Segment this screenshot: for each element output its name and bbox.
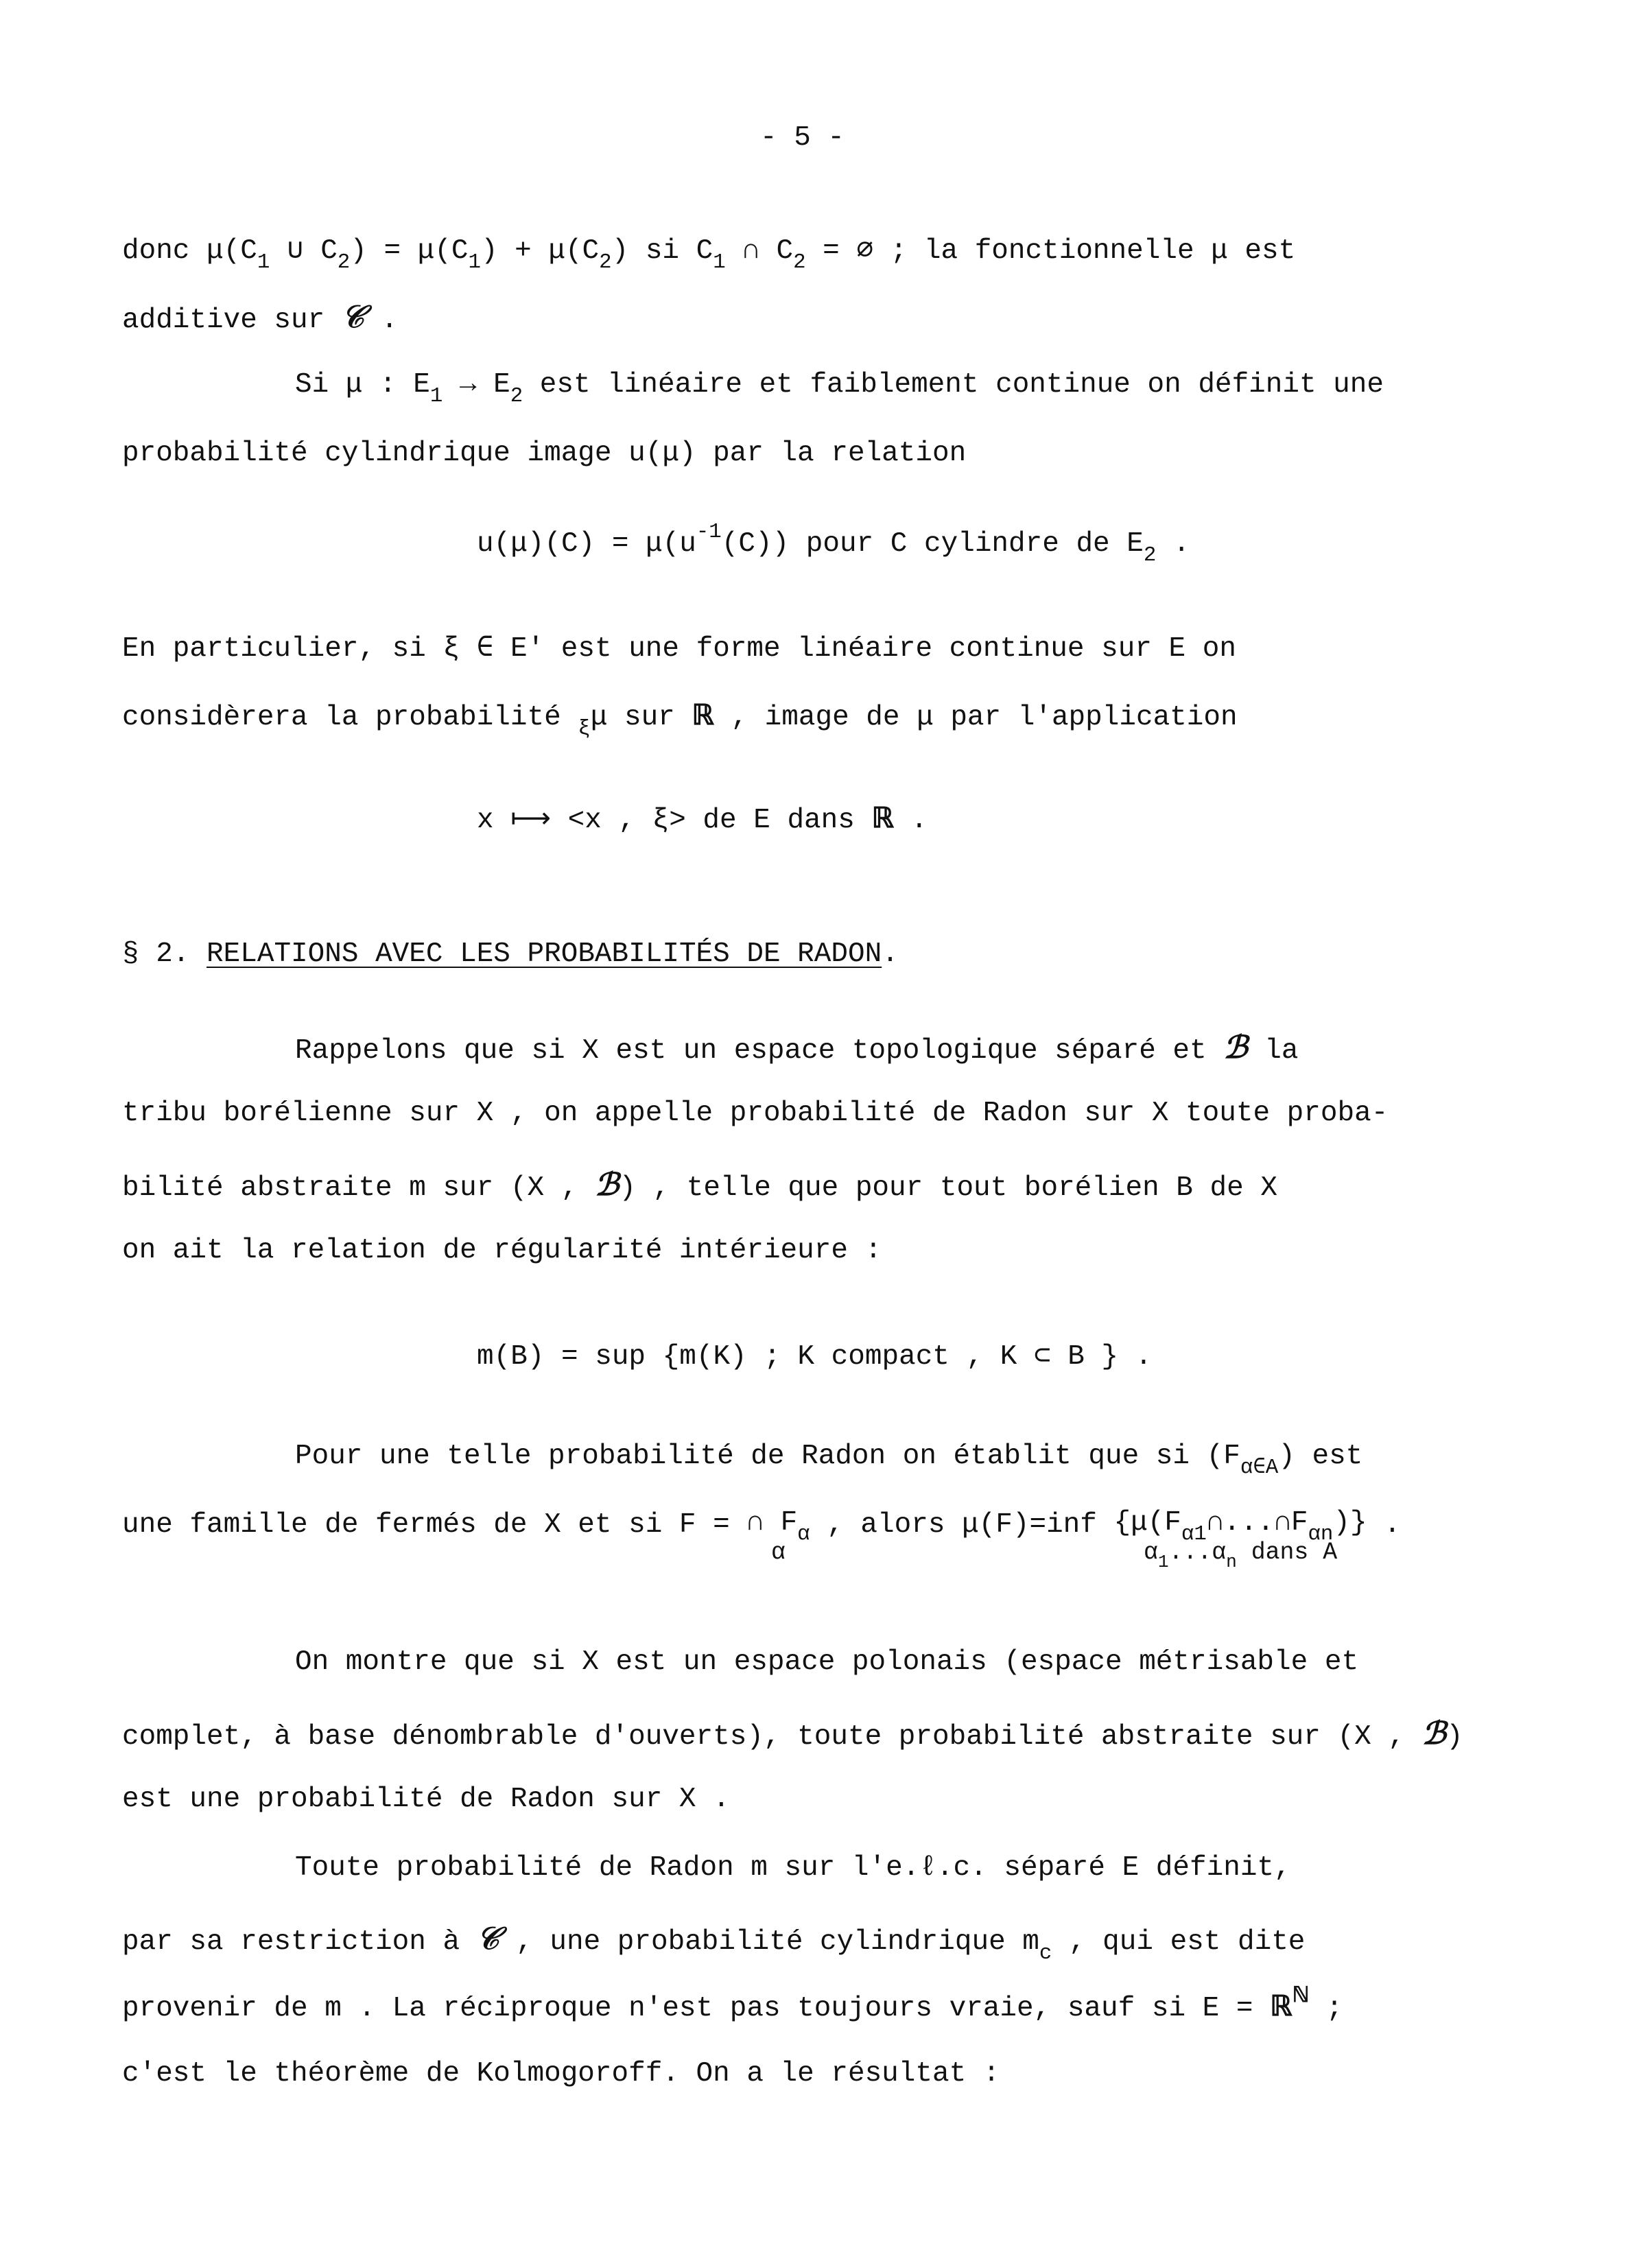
text-line-14: complet, à base dénombrable d'ouverts), toute probabilité abstraite sur (X , ℬ) <box>122 1716 1463 1753</box>
text-line-9: bilité abstraite m sur (X , ℬ) , telle que pour tout borélien B de X <box>122 1168 1277 1204</box>
text-line-5: En particulier, si ξ ∈ E' est une forme linéaire continue sur E on <box>122 633 1236 665</box>
text-line-12: une famille de fermés de X et si F = ∩ $F_\alpha$ α , alors μ(F)=inf $\{\mu(F_{\alpha 1}\cap...\cap F_{\alpha n})\}$ $\alpha_1...\alpha_n$ dans A . <box>122 1507 1401 1572</box>
cylinder-algebra-symbol: 𝒞 <box>476 1921 499 1956</box>
text-line-10: on ait la relation de régularité intérieure : <box>122 1235 882 1266</box>
text-line-4: probabilité cylindrique image u(μ) par la relation <box>122 438 967 469</box>
text-line-19: c'est le théorème de Kolmogoroff. On a le résultat : <box>122 2058 1000 2090</box>
borel-tribe-symbol: ℬ <box>594 1168 620 1202</box>
formula-linear-map: x ⟼ <x , ξ> de E dans ℝ . <box>477 802 928 836</box>
cylinder-algebra-symbol: 𝒞 <box>341 300 364 334</box>
borel-tribe-symbol: ℬ <box>1223 1030 1248 1065</box>
text-line-16: Toute probabilité de Radon m sur l'e.ℓ.c. séparé E définit, <box>295 1852 1291 1884</box>
formula-inner-regularity: m(B) = sup {m(K) ; K compact , K ⊂ B } . <box>477 1341 1153 1373</box>
page-number: - 5 - <box>760 122 845 154</box>
text-line-7: Rappelons que si X est un espace topologique séparé et ℬ la <box>295 1030 1299 1067</box>
text-line-17: par sa restriction à 𝒞 , une probabilité cylindrique $m_c$ , qui est dite <box>122 1921 1306 1965</box>
reals-symbol: ℝ <box>871 802 894 833</box>
intersection-operator: ∩ $F_\alpha$ α <box>746 1507 810 1566</box>
text-line-18: provenir de m . La réciproque n'est pas toujours vraie, sauf si E = ℝ$^ℕ$ ; <box>122 1983 1343 2024</box>
text-line-11: Pour une telle probabilité de Radon on établit que si $(F_{\alpha\in A})$ est <box>295 1441 1363 1480</box>
text-line-3: Si μ : $E_1 \to E_2$ est linéaire et faiblement continue on définit une <box>295 369 1384 408</box>
text-line-1: donc $\mu(C_1$ ∪ $C_2) = \mu(C_1) + \mu(C_2)$ si $C_1$ ∩ $C_2$ = ∅ ; la fonctionnelle μ est <box>122 235 1296 274</box>
formula-image-probability: $u(\mu)(C) = \mu(u^{-1}(C))$ pour C cylindre de $E_2$ . <box>477 520 1190 567</box>
text-line-2: additive sur 𝒞 . <box>122 300 398 336</box>
text-line-15: est une probabilité de Radon sur X . <box>122 1784 730 1815</box>
text-line-6: considèrera la probabilité $_\xi$μ sur ℝ , image de μ par l'application <box>122 699 1238 741</box>
section-heading: § 2. RELATIONS AVEC LES PROBABILITÉS DE RADON. <box>122 938 899 970</box>
borel-tribe-symbol: ℬ <box>1421 1716 1446 1751</box>
text-line-13: On montre que si X est un espace polonais (espace métrisable et <box>295 1646 1359 1678</box>
reals-symbol: ℝ <box>1270 1990 1293 2022</box>
reals-symbol: ℝ <box>692 699 714 731</box>
section-title: RELATIONS AVEC LES PROBABILITÉS DE RADON <box>206 938 882 970</box>
infimum-expression: $\{\mu(F_{\alpha 1}\cap...\cap F_{\alpha n})\}$ $\alpha_1...\alpha_n$ dans A <box>1113 1507 1367 1572</box>
text-line-8: tribu borélienne sur X , on appelle probabilité de Radon sur X toute proba- <box>122 1098 1389 1129</box>
